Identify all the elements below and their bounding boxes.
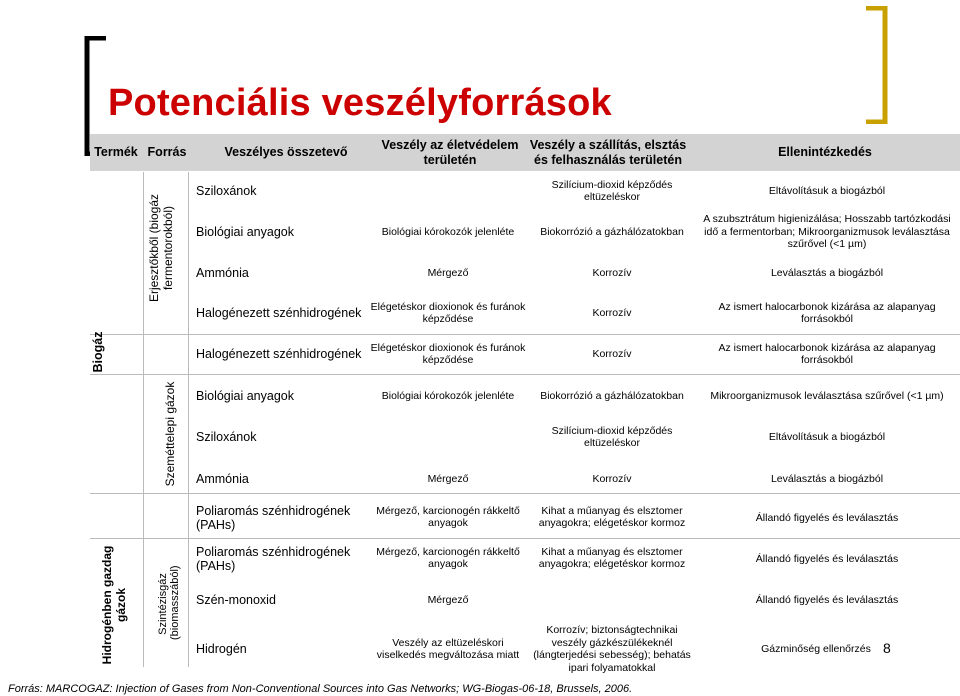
header-forras: Forrás xyxy=(147,145,187,159)
row-divider xyxy=(90,374,960,375)
row-6-component: Sziloxánok xyxy=(196,430,257,444)
row-0-transport: Szilícium-dioxid képződés eltüzeléskor xyxy=(551,178,673,203)
row-5-transport: Biokorrózió a gázhálózatokban xyxy=(540,389,684,402)
row-divider xyxy=(90,538,960,539)
row-3-measure: Az ismert halocarbonok kizárása az alapanyag forrásokból xyxy=(718,300,936,325)
row-8-transport: Kihat a műanyag és elsztomer anyagokra; elégetéskor kormoz xyxy=(538,504,686,529)
page-title: Potenciális veszélyforrások xyxy=(108,82,612,124)
right-bracket-decoration xyxy=(864,6,888,124)
row-9-life: Mérgező, karcionogén rákkeltő anyagok xyxy=(376,545,520,570)
row-8-component: Poliaromás szénhidrogének (PAHs) xyxy=(196,504,351,532)
row-2-life: Mérgező xyxy=(427,266,469,279)
source-footer: Forrás: MARCOGAZ: Injection of Gases from Non-Conventional Sources into Gas Networks; WG-Biogas-06-18, Brussels, 2006. xyxy=(8,683,633,695)
row-3-life: Elégetéskor dioxionok és furánok képződése xyxy=(370,300,526,325)
row-1-measure: A szubsztrátum higienizálása; Hosszabb tartózkodási idő a fermentorban; Mikroorganizmusok leválasztása szűrővel (<1 µm) xyxy=(703,213,951,251)
row-9-transport: Kihat a műanyag és elsztomer anyagokra; elégetéskor kormoz xyxy=(538,545,686,570)
row-6-measure: Eltávolításuk a biogázból xyxy=(768,430,886,443)
group-label-erjesztok xyxy=(147,178,175,318)
row-1-component: Biológiai anyagok xyxy=(196,225,294,239)
row-1-transport: Biokorrózió a gázhálózatokban xyxy=(540,225,684,238)
row-10-component: Szén-monoxid xyxy=(196,593,276,607)
row-9-measure: Állandó figyelés és leválasztás xyxy=(755,552,899,565)
row-10-transport xyxy=(532,589,692,611)
row-11-measure: Gázminőség ellenőrzés xyxy=(761,642,871,655)
row-11-transport: Korrozív; biztonságtechnikai veszély gázkészülékeknél (lángterjedési sebesség); behatás ipari folyamatokkal xyxy=(533,624,691,674)
row-6-transport: Szilícium-dioxid képződés eltüzeléskor xyxy=(551,424,673,449)
row-1-life: Biológiai kórokozók jelenléte xyxy=(381,225,515,238)
row-7-transport: Korrozív xyxy=(592,472,632,485)
row-7-measure: Leválasztás a biogázból xyxy=(770,472,884,485)
row-0-component: Sziloxánok xyxy=(196,184,257,198)
page-number: 8 xyxy=(883,640,891,656)
row-4-measure: Az ismert halocarbonok kizárása az alapanyag forrásokból xyxy=(718,341,936,366)
row-4-component: Halogénezett szénhidrogének xyxy=(196,347,362,361)
row-0-measure: Eltávolításuk a biogázból xyxy=(768,184,886,197)
row-9-component: Poliaromás szénhidrogének (PAHs) xyxy=(196,545,351,573)
row-5-component: Biológiai anyagok xyxy=(196,389,294,403)
row-8-measure: Állandó figyelés és leválasztás xyxy=(755,511,899,524)
row-8-life: Mérgező, karcionogén rákkeltő anyagok xyxy=(376,504,520,529)
row-10-measure: Állandó figyelés és leválasztás xyxy=(755,593,899,606)
row-divider xyxy=(90,493,960,494)
row-2-measure: Leválasztás a biogázból xyxy=(770,266,884,279)
group-label-erjesztok-text: Erjesztőkből (biogáz fermentorokból) xyxy=(147,193,175,303)
group-label-hidrogenben-text: Hidrogénben gazdag gázok xyxy=(100,545,128,665)
row-7-life: Mérgező xyxy=(427,472,469,485)
row-2-component: Ammónia xyxy=(196,266,249,280)
row-10-life: Mérgező xyxy=(427,593,469,606)
row-7-component: Ammónia xyxy=(196,472,249,486)
header-termek: Termék xyxy=(94,145,138,159)
row-3-component: Halogénezett szénhidrogének xyxy=(196,306,362,320)
column-divider xyxy=(143,172,144,667)
group-label-szintezis xyxy=(157,565,181,640)
header-osszetevo: Veszélyes összetevő xyxy=(224,145,348,159)
group-label-biogaz: Biogáz xyxy=(91,331,105,373)
row-4-transport: Korrozív xyxy=(592,347,632,360)
group-label-szintezis-text: Szintézisgáz (biomasszából) xyxy=(157,565,181,640)
group-label-hidrogenben xyxy=(100,540,128,670)
row-5-life: Biológiai kórokozók jelenléte xyxy=(381,389,515,402)
row-4-life: Elégetéskor dioxionok és furánok képződése xyxy=(370,341,526,366)
row-0-life xyxy=(368,176,528,206)
column-divider xyxy=(188,172,189,667)
row-divider xyxy=(90,334,960,335)
header-ellenintezkedes: Ellenintézkedés xyxy=(778,145,872,159)
row-2-transport: Korrozív xyxy=(592,266,632,279)
group-label-szemettelepi: Szeméttelepi gázok xyxy=(163,381,177,487)
row-3-transport: Korrozív xyxy=(592,306,632,319)
row-11-life: Veszély az eltüzeléskori viselkedés megváltozása miatt xyxy=(376,636,520,661)
row-5-measure: Mikroorganizmusok leválasztása szűrővel (<1 µm) xyxy=(710,389,944,402)
row-11-component: Hidrogén xyxy=(196,642,247,656)
header-szallitas: Veszély a szállítás, elsztás és felhasználás területén xyxy=(529,137,687,167)
table-header xyxy=(90,134,960,171)
header-eletvedelem: Veszély az életvédelem területén xyxy=(381,137,519,167)
row-6-life xyxy=(368,422,528,452)
